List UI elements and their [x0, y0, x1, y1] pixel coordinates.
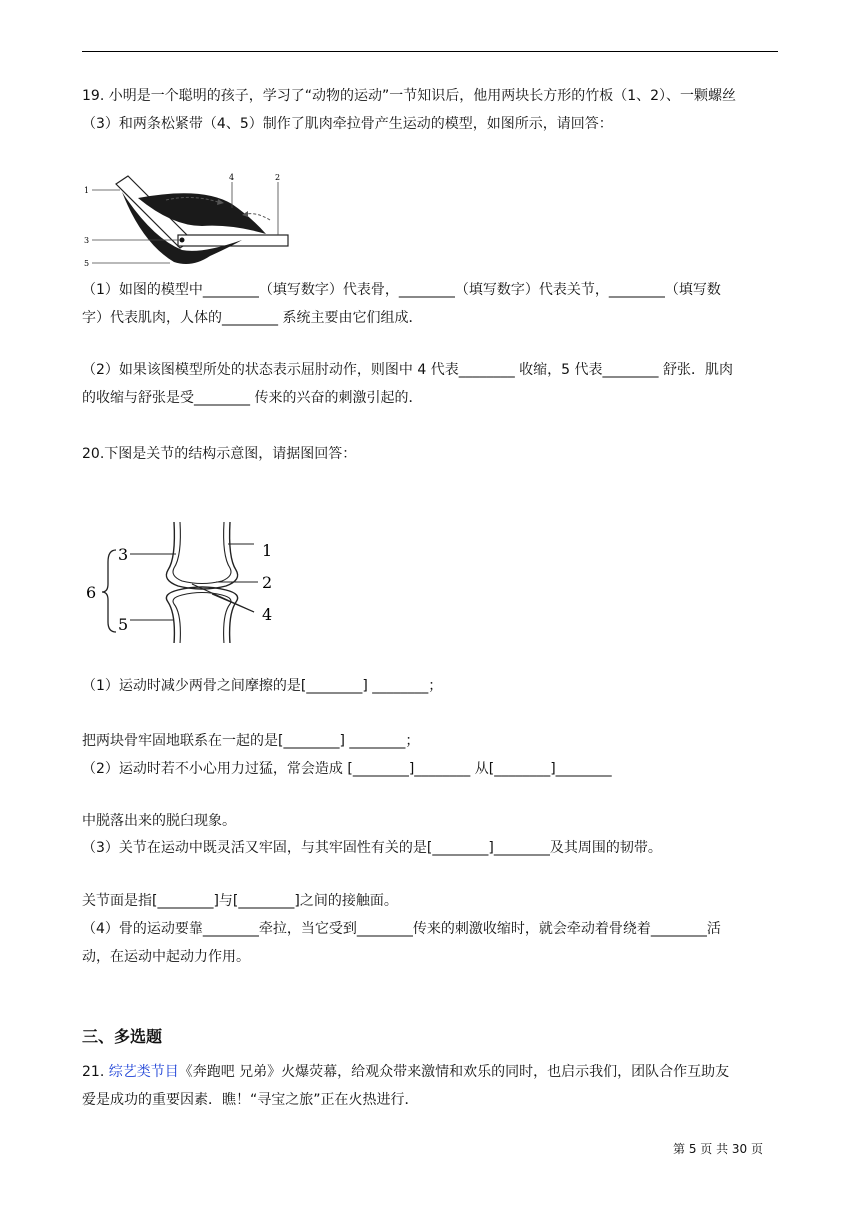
q20-part4-b: 动，在运动中起动力作用。 [82, 949, 250, 965]
q20-label-4: 4 [262, 605, 273, 624]
q19-label-1: 1 [84, 186, 90, 195]
q20-part1-a: （1）运动时减少两骨之间摩擦的是[________] ________； [82, 678, 443, 694]
q21-line1 [82, 1058, 782, 1086]
header-rule [82, 51, 778, 52]
section-3-title: 三、多选题 [82, 1027, 163, 1046]
q20-label-5: 5 [118, 615, 129, 634]
q19-label-3: 3 [84, 236, 90, 245]
q19-label-5: 5 [84, 259, 90, 268]
q20-part2-a: （2）运动时若不小心用力过猛，常会造成 [________]________ 从[________]________ [82, 761, 612, 777]
q20-label-3: 3 [118, 545, 129, 564]
q19-part1-line2: 字）代表肌肉，人体的________ 系统主要由它们组成． [82, 310, 423, 326]
q19-part1-line1: （1）如图的模型中________（填写数字）代表骨，________（填写数字）代表关节，________（填写数 [82, 282, 721, 298]
q20-part3-b: 关节面是指[________]与[________]之间的接触面。 [82, 893, 398, 909]
q19-stem-line2: （3）和两条松紧带（4、5）制作了肌肉牵拉骨产生运动的模型，如图所示，请回答： [82, 116, 613, 132]
q20-label-6: 6 [86, 583, 97, 602]
q20-part2-b: 中脱落出来的脱臼现象。 [82, 813, 236, 829]
q20-stem: 20.下图是关节的结构示意图，请据图回答： [82, 446, 357, 462]
q20-part3-a: （3）关节在运动中既灵活又牢固，与其牢固性有关的是[________]________及其周围的韧带。 [82, 840, 662, 856]
q21-line2: 爱是成功的重要因素．瞧！“寻宝之旅”正在火热进行． [82, 1092, 419, 1108]
q20-label-1: 1 [262, 541, 273, 560]
q20-part1-b: 把两块骨牢固地联系在一起的是[________] ________； [82, 733, 420, 749]
q19-part2-line1: （2）如果该图模型所处的状态表示屈肘动作，则图中 4 代表________ 收缩，5 代表________ 舒张．肌肉 [82, 362, 733, 378]
q21-variety-show-link[interactable]: 综艺类节目 [108, 1064, 179, 1080]
q19-part2-line2: 的收缩与舒张是受________ 传来的兴奋的刺激引起的． [82, 390, 423, 406]
q19-label-2: 2 [275, 173, 281, 182]
q19-model-figure [82, 168, 297, 273]
q19-stem-line1: 19. 小明是一个聪明的孩子，学习了“动物的运动”一节知识后，他用两块长方形的竹板（1、2）、一颗螺丝 [82, 88, 737, 104]
q19-label-4: 4 [229, 173, 235, 182]
page-footer: 第 5 页 共 30 页 [673, 1142, 763, 1156]
q21-number: 21. [82, 1064, 109, 1080]
q21-line1-rest: 《奔跑吧 兄弟》火爆荧幕，给观众带来激情和欢乐的同时，也启示我们，团队合作互助友 [178, 1064, 730, 1080]
q20-joint-figure [82, 518, 282, 643]
q20-label-2: 2 [262, 573, 273, 592]
q20-part4-a: （4）骨的运动要靠________牵拉，当它受到________传来的刺激收缩时，就会牵动着骨绕着________活 [82, 921, 721, 937]
